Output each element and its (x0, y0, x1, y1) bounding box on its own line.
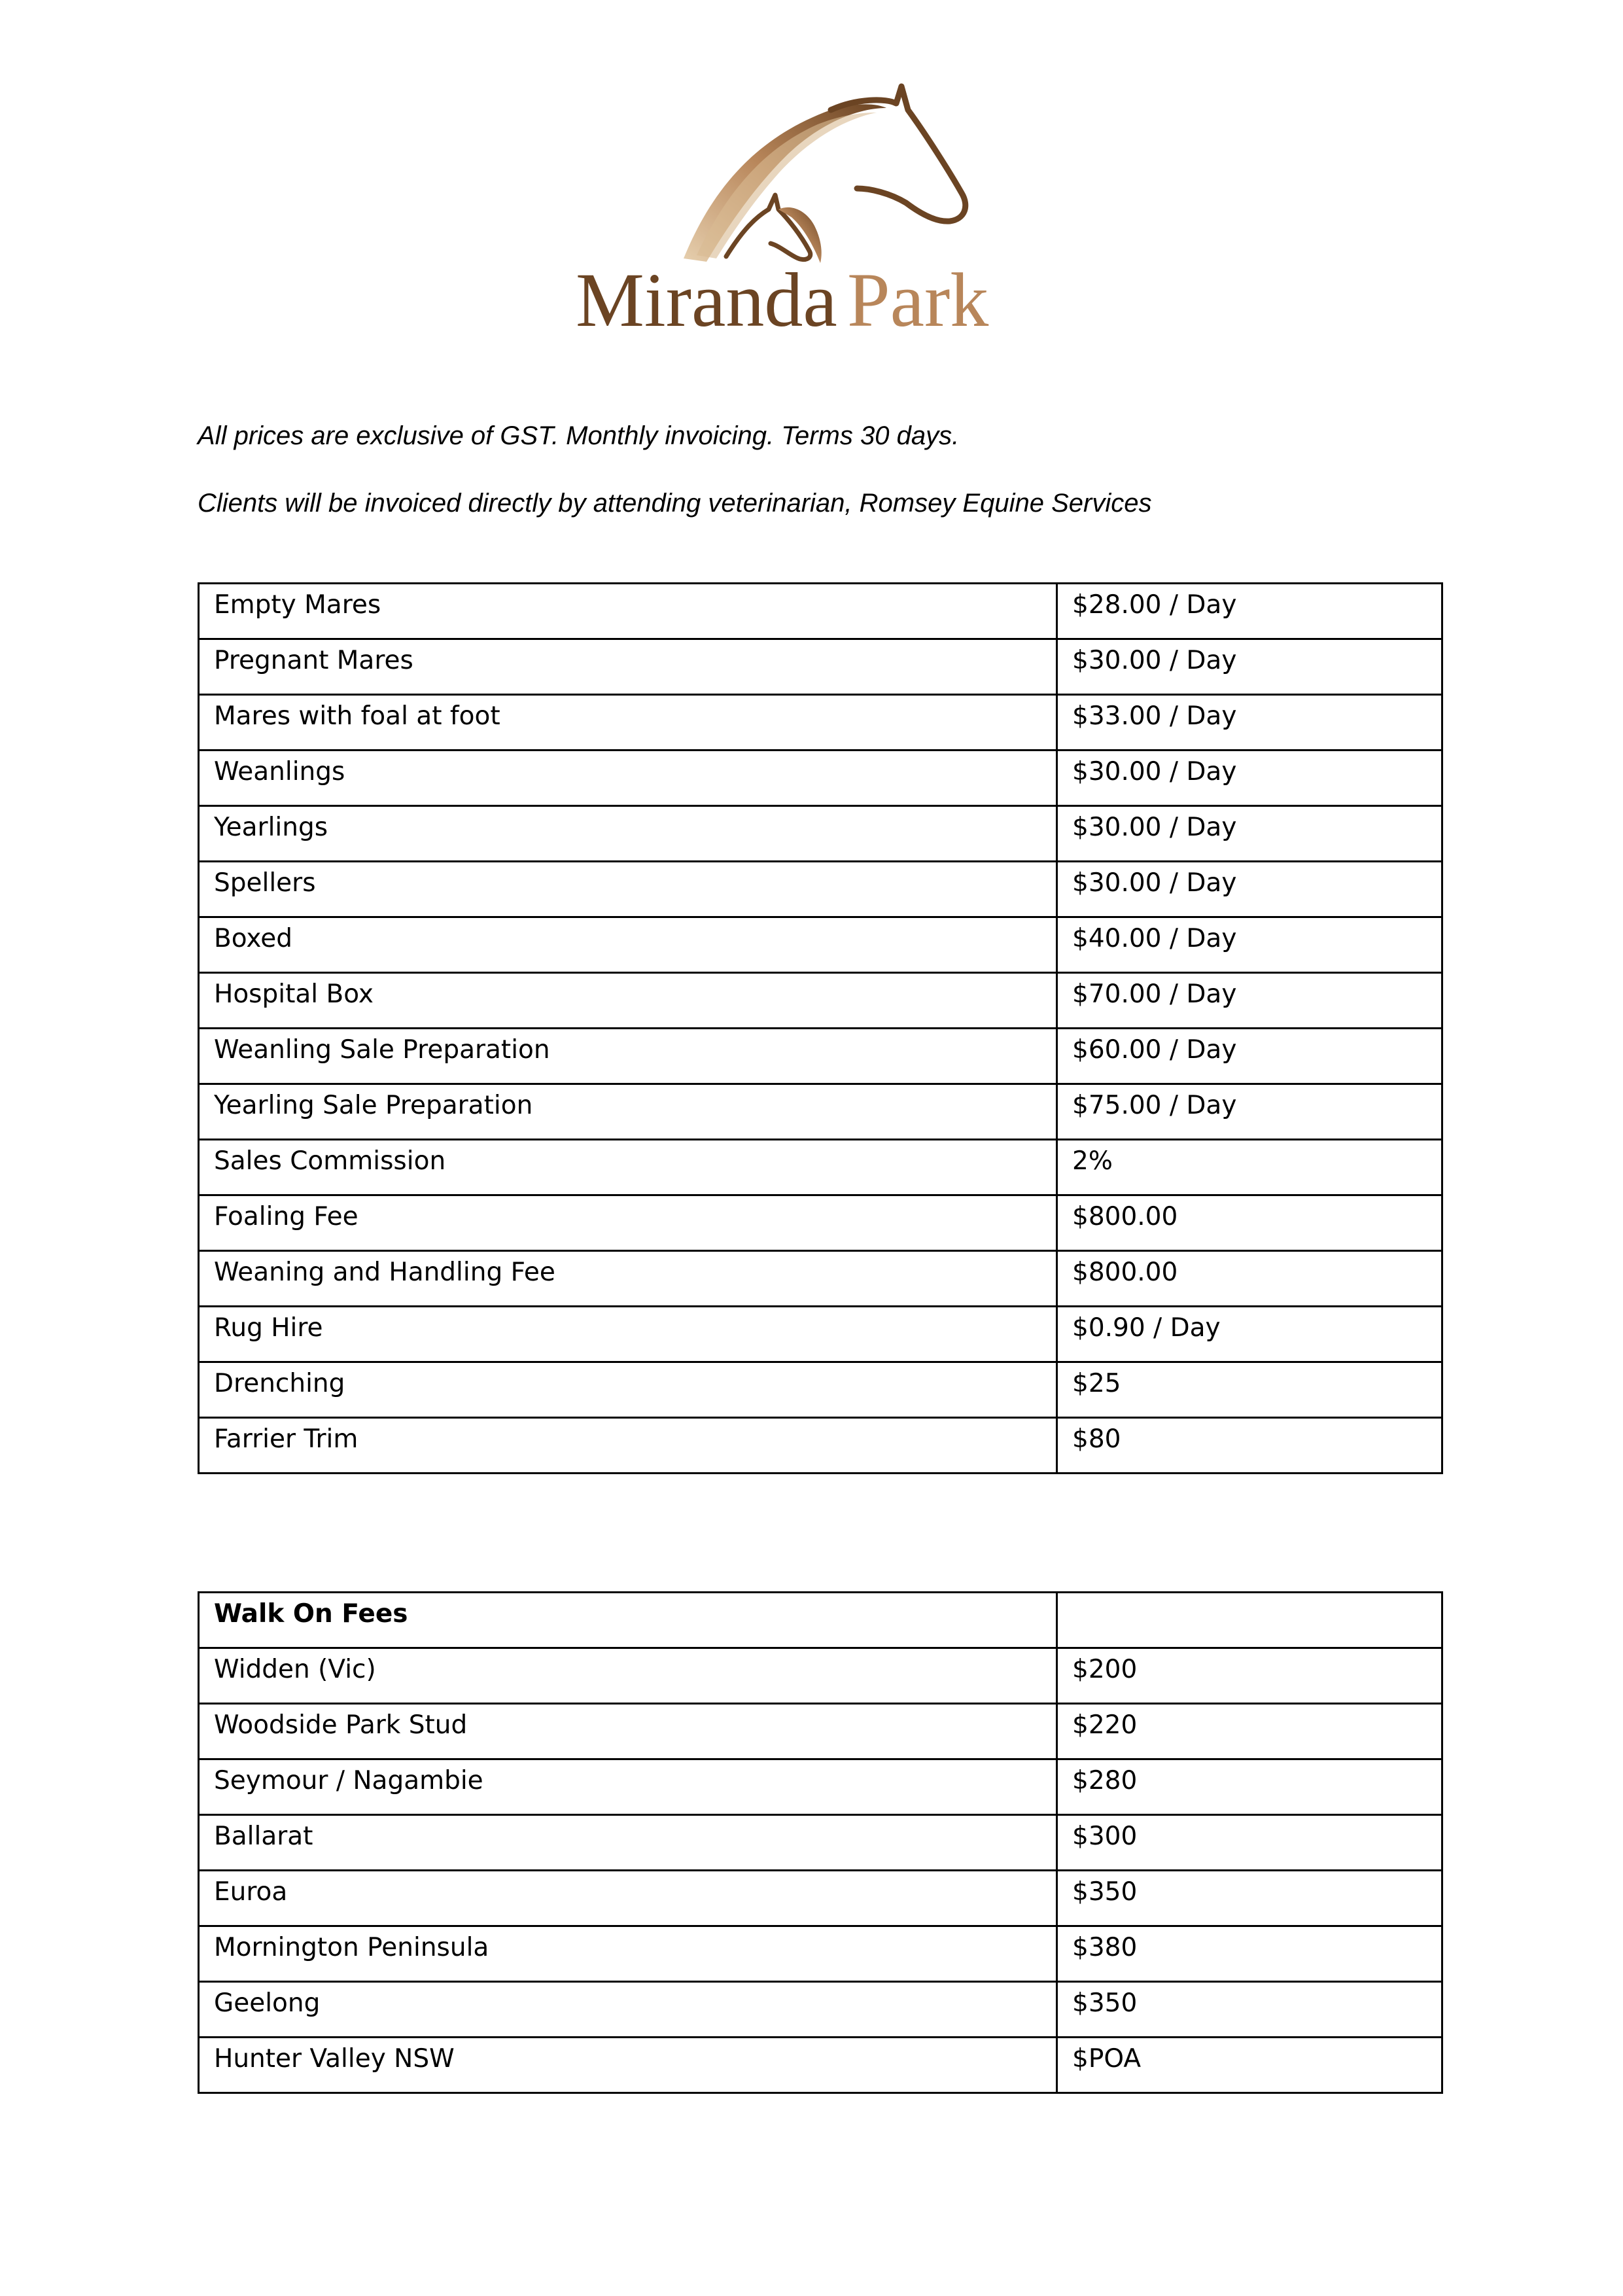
logo-wordmark-miranda: Miranda (576, 257, 837, 343)
location-fee: $380 (1057, 1926, 1442, 1982)
table-row (199, 751, 1442, 806)
location-name: Geelong (199, 1982, 1057, 2038)
service-price: $30.00 / Day (1057, 862, 1442, 917)
table-row (199, 806, 1442, 862)
service-price: $75.00 / Day (1057, 1084, 1442, 1140)
service-name: Boxed (199, 917, 1057, 973)
service-name: Foaling Fee (199, 1195, 1057, 1251)
service-price: $0.90 / Day (1057, 1307, 1442, 1362)
service-name: Drenching (199, 1362, 1057, 1418)
location-name: Widden (Vic) (199, 1648, 1057, 1704)
service-price: $60.00 / Day (1057, 1029, 1442, 1084)
location-fee: $350 (1057, 1982, 1442, 2038)
table-row (199, 1759, 1442, 1815)
table-row (199, 1362, 1442, 1418)
location-name: Ballarat (199, 1815, 1057, 1871)
table-row (199, 1195, 1442, 1251)
location-name: Mornington Peninsula (199, 1926, 1057, 1982)
service-name: Weanlings (199, 751, 1057, 806)
location-fee: $280 (1057, 1759, 1442, 1815)
service-name: Weaning and Handling Fee (199, 1251, 1057, 1307)
service-name: Hospital Box (199, 973, 1057, 1029)
logo-wordmark-park: Park (847, 257, 989, 343)
service-price: $40.00 / Day (1057, 917, 1442, 973)
location-name: Seymour / Nagambie (199, 1759, 1057, 1815)
location-name: Hunter Valley NSW (199, 2038, 1057, 2093)
table-row (199, 1140, 1442, 1195)
location-name: Woodside Park Stud (199, 1704, 1057, 1759)
service-price: 2% (1057, 1140, 1442, 1195)
table-row (199, 1418, 1442, 1474)
service-price: $33.00 / Day (1057, 695, 1442, 751)
location-fee: $200 (1057, 1648, 1442, 1704)
service-price: $80 (1057, 1418, 1442, 1474)
service-price: $70.00 / Day (1057, 973, 1442, 1029)
service-price: $30.00 / Day (1057, 751, 1442, 806)
table-row (199, 1982, 1442, 2038)
table-row (199, 639, 1442, 695)
walk-on-fees-table (198, 1591, 1443, 2094)
service-name: Mares with foal at foot (199, 695, 1057, 751)
service-name: Sales Commission (199, 1140, 1057, 1195)
service-name: Rug Hire (199, 1307, 1057, 1362)
service-name: Empty Mares (199, 584, 1057, 639)
walk-on-fees-heading: Walk On Fees (199, 1593, 1057, 1648)
service-name: Yearling Sale Preparation (199, 1084, 1057, 1140)
service-price: $800.00 (1057, 1251, 1442, 1307)
table-row (199, 1926, 1442, 1982)
table-row (199, 862, 1442, 917)
walk-on-fees-heading-value (1057, 1593, 1442, 1648)
service-price: $25 (1057, 1362, 1442, 1418)
service-name: Pregnant Mares (199, 639, 1057, 695)
vet-invoice-note: Clients will be invoiced directly by attending veterinarian, Romsey Equine Services (198, 489, 1152, 518)
table-row (199, 1029, 1442, 1084)
table-row (199, 917, 1442, 973)
table-header-row (199, 1593, 1442, 1648)
service-name: Yearlings (199, 806, 1057, 862)
service-price: $30.00 / Day (1057, 639, 1442, 695)
location-name: Euroa (199, 1871, 1057, 1926)
location-fee: $300 (1057, 1815, 1442, 1871)
table-row (199, 2038, 1442, 2093)
table-row (199, 973, 1442, 1029)
table-row (199, 1871, 1442, 1926)
table-row (199, 1815, 1442, 1871)
service-name: Weanling Sale Preparation (199, 1029, 1057, 1084)
table-row (199, 1084, 1442, 1140)
service-price: $30.00 / Day (1057, 806, 1442, 862)
gst-terms-note: All prices are exclusive of GST. Monthly invoicing. Terms 30 days. (198, 421, 960, 450)
service-price: $800.00 (1057, 1195, 1442, 1251)
location-fee: $POA (1057, 2038, 1442, 2093)
miranda-park-logo (550, 79, 1086, 353)
table-row (199, 1307, 1442, 1362)
location-fee: $350 (1057, 1871, 1442, 1926)
table-row (199, 1251, 1442, 1307)
table-row (199, 1648, 1442, 1704)
service-name: Spellers (199, 862, 1057, 917)
table-row (199, 695, 1442, 751)
table-row (199, 1704, 1442, 1759)
service-name: Farrier Trim (199, 1418, 1057, 1474)
location-fee: $220 (1057, 1704, 1442, 1759)
table-row (199, 584, 1442, 639)
service-price: $28.00 / Day (1057, 584, 1442, 639)
agistment-rates-table (198, 582, 1443, 1474)
